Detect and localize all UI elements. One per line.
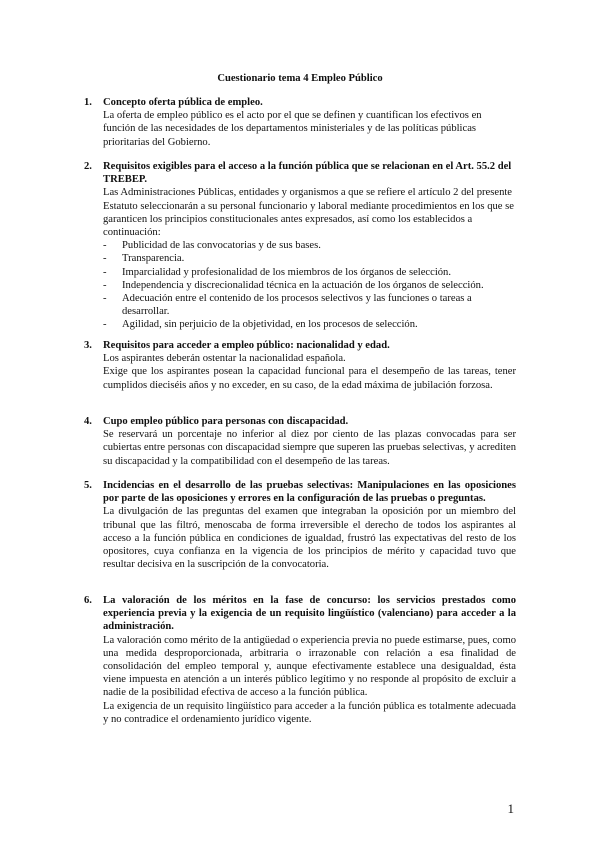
question-5-number: 5. — [84, 480, 92, 491]
question-2-intro: Las Administraciones Públicas, entidades y organismos a que se refiere el artículo 2 del presente Estatuto seleccionarán a su personal funcionario y laboral mediante procedimientos en los que se garanticen los principios constitucionales antes expresados, así como los establecidos a continuación: — [103, 187, 514, 239]
question-2-list — [103, 239, 516, 331]
question-4-heading — [84, 415, 516, 428]
question-5-heading-text: Incidencias en el desarrollo de las pruebas selectivas: Manipulaciones en las oposiciones por parte de las oposiciones y errores en la configuración de las pruebas o preguntas. — [103, 480, 516, 505]
question-4-paragraph-1: Se reservará un porcentaje no inferior al diez por ciento de las plazas convocadas para ser cubiertas entre personas con discapacidad siempre que superen las pruebas selectivas, y acrediten su discapacidad y la compatibilidad con el desempeño de las tareas. — [103, 429, 516, 467]
document-title: Cuestionario tema 4 Empleo Público — [217, 73, 383, 84]
question-4-body — [84, 428, 516, 468]
page-number: 1 — [507, 801, 514, 816]
question-6-paragraph-1: La valoración como mérito de la antigüedad o experiencia previa no puede estimarse, pues, como una medida desproporcionada, arbitraria o irrazonable con relación a esa finalidad de consolidación del empleo temporal y, aunque efectivamente establece una desigualdad, ésta viene impuesta en atención a un interés público legítimo y no responde al propósito de excluir a nadie de la posibilidad efectiva de acceso a la función pública. — [103, 634, 516, 699]
question-6-heading-text: La valoración de los méritos en la fase de concurso: los servicios prestados como experiencia previa y la exigencia de un requisito lingüístico (valenciano) para acceder a la administración. — [103, 595, 516, 633]
question-1-body — [84, 109, 516, 149]
question-2-heading — [84, 160, 516, 186]
question-6-heading — [84, 594, 516, 634]
list-item: - Transparencia. — [103, 252, 516, 265]
question-6-paragraph-2: La exigencia de un requisito lingüístico para acceder a la función pública es totalmente adecuada y no contradice el ordenamiento jurídico vigente. — [103, 700, 516, 725]
list-item: - Imparcialidad y profesionalidad de los miembros de los órganos de selección. — [103, 266, 516, 279]
question-3-paragraph-1: Los aspirantes deberán ostentar la nacionalidad española. — [103, 353, 346, 365]
question-2-body — [84, 186, 516, 331]
list-item: - Agilidad, sin perjuicio de la objetividad, en los procesos de selección. — [103, 318, 516, 331]
question-3-number: 3. — [84, 340, 92, 351]
question-3-heading — [84, 339, 516, 352]
question-6-number: 6. — [84, 595, 92, 606]
list-item: - Independencia y discrecionalidad técnica en la actuación de los órganos de selección. — [103, 279, 516, 292]
question-5-body — [84, 505, 516, 571]
question-6 — [84, 594, 516, 726]
question-5-paragraph-1: La divulgación de las preguntas del examen que integraban la oposición por un miembro del tribunal que las filtró, menoscaba de forma irreversible el derecho de todos los aspirantes al acceso a la función pública en condiciones de igualdad, frustró las expectativas del resto de los opositores, cuya confianza en la vigencia de los principios de mérito y capacidad tuvo que resultar decisiva en la suscripción de la convocatoria. — [103, 506, 516, 571]
question-1-paragraph-1: La oferta de empleo público es el acto por el que se definen y cuantifican los efectivos en función de las necesidades de los departamentos ministeriales y de las políticas públicas prioritarias del Gobierno. — [103, 110, 482, 148]
question-4 — [84, 415, 516, 468]
question-2-number: 2. — [84, 161, 92, 172]
question-2-heading-text: Requisitos exigibles para el acceso a la función pública que se relacionan en el Art. 55.2 del TREBEP. — [103, 161, 512, 186]
question-1-heading-text: Concepto oferta pública de empleo. — [103, 97, 263, 108]
question-2 — [84, 160, 516, 332]
question-1-heading — [84, 96, 516, 109]
question-5 — [84, 479, 516, 571]
question-4-number: 4. — [84, 416, 92, 427]
question-3 — [84, 339, 516, 392]
question-4-heading-text: Cupo empleo público para personas con discapacidad. — [103, 416, 349, 427]
list-item: - Publicidad de las convocatorias y de sus bases. — [103, 239, 516, 252]
question-1 — [84, 96, 516, 149]
question-3-body — [84, 352, 516, 392]
list-item: - Adecuación entre el contenido de los procesos selectivos y las funciones o tareas a desarrollar. — [103, 292, 516, 318]
question-3-paragraph-2: Exige que los aspirantes posean la capacidad funcional para el desempeño de las tareas, tener cumplidos dieciséis años y no exceder, en su caso, de la edad máxima de jubilación forzosa. — [103, 366, 516, 391]
question-6-body — [84, 634, 516, 726]
question-5-heading — [84, 479, 516, 505]
question-3-heading-text: Requisitos para acceder a empleo público: nacionalidad y edad. — [103, 340, 390, 351]
question-1-number: 1. — [84, 97, 92, 108]
